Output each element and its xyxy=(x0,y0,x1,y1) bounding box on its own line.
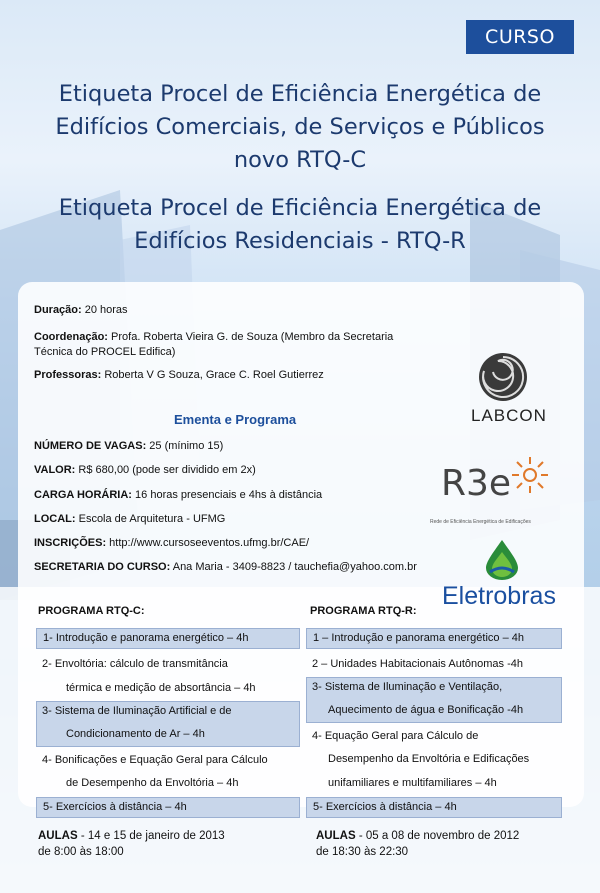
r3e-subtitle: Rede de Eficiência Energética de Edificações xyxy=(430,519,531,525)
inscricoes-link[interactable]: http://www.cursoseeventos.ufmg.br/CAE/ xyxy=(106,537,310,549)
aulas-label: AULAS xyxy=(38,830,78,842)
rtqc-item-2b: térmica e medição de absortância – 4h xyxy=(66,682,256,694)
rtqr-aulas xyxy=(316,828,519,860)
duracao xyxy=(34,303,128,318)
eletrobras-drop-icon xyxy=(482,538,522,580)
labcon-logo-text: LABCON xyxy=(471,406,547,425)
rtqr-item-4c: unifamiliares e multifamiliares – 4h xyxy=(328,777,497,789)
carga xyxy=(34,488,322,503)
valor xyxy=(34,463,256,478)
aulas-times: de 18:30 às 22:30 xyxy=(316,846,409,858)
aulas-label: AULAS xyxy=(316,830,356,842)
aulas-dates: - 05 a 08 de novembro de 2012 xyxy=(355,830,520,842)
professoras-label: Professoras: xyxy=(34,369,102,381)
rtqr-item-4: 4- Equação Geral para Cálculo de xyxy=(312,730,479,742)
inscricoes xyxy=(34,536,309,551)
secretaria-value: Ana Maria - 3409-8823 / tauchefia@yahoo.com.br xyxy=(170,561,417,573)
rtqc-item-3b: Condicionamento de Ar – 4h xyxy=(66,728,205,740)
duracao-label: Duração: xyxy=(34,304,82,316)
rtqc-title: PROGRAMA RTQ-C: xyxy=(38,605,145,617)
carga-value: 16 horas presenciais e 4hs à distância xyxy=(131,489,323,501)
vagas-value: 25 (mínimo 15) xyxy=(146,440,224,452)
title-rtqr xyxy=(20,192,580,258)
sun-icon xyxy=(510,455,550,495)
rtqc-aulas xyxy=(38,828,225,860)
labcon-shell-icon xyxy=(476,350,530,404)
title-line: novo RTQ-C xyxy=(233,147,367,173)
rtqc-item-5: 5- Exercícios à distância – 4h xyxy=(36,797,300,818)
title-rtqc xyxy=(20,78,580,177)
rtqr-title: PROGRAMA RTQ-R: xyxy=(310,605,417,617)
professoras xyxy=(34,368,324,383)
duracao-value: 20 horas xyxy=(81,304,128,316)
rtqr-item-5: 5- Exercícios à distância – 4h xyxy=(306,797,562,818)
title-line: Edifícios Comerciais, de Serviços e Públicos xyxy=(55,114,545,140)
coordenacao-value-2: Técnica do PROCEL Edifica) xyxy=(34,346,176,358)
local xyxy=(34,512,225,527)
rtqr-item-4b: Desempenho da Envoltória e Edificações xyxy=(328,753,530,765)
inscricoes-label: INSCRIÇÕES: xyxy=(34,537,107,549)
title-line: Etiqueta Procel de Eficiência Energética de xyxy=(58,81,542,107)
rtqc-item-2: 2- Envoltória: cálculo de transmitância xyxy=(42,658,228,670)
coordenacao-value: Profa. Roberta Vieira G. de Souza (Membro da Secretaria xyxy=(107,331,394,343)
valor-value: R$ 680,00 (pode ser dividido em 2x) xyxy=(75,464,256,476)
rtqr-item-2: 2 – Unidades Habitacionais Autônomas -4h xyxy=(312,658,523,670)
aulas-dates: - 14 e 15 de janeiro de 2013 xyxy=(77,830,225,842)
rtqc-item-4b: de Desempenho da Envoltória – 4h xyxy=(66,777,239,789)
rtqc-item-1: 1- Introdução e panorama energético – 4h xyxy=(36,628,300,649)
valor-label: VALOR: xyxy=(34,464,76,476)
coordenacao-label: Coordenação: xyxy=(34,331,108,343)
rtqr-item-1: 1 – Introdução e panorama energético – 4h xyxy=(306,628,562,649)
title-line: Etiqueta Procel de Eficiência Energética de xyxy=(58,195,542,221)
rtqr-item-3: 3- Sistema de Iluminação e Ventilação, xyxy=(312,681,503,693)
local-label: LOCAL: xyxy=(34,513,76,525)
rtqr-item-3b: Aquecimento de água e Bonificação -4h xyxy=(328,704,524,716)
ementa-heading: Ementa e Programa xyxy=(174,412,297,427)
r3e-logo-text: R3e xyxy=(441,463,512,504)
course-badge: CURSO xyxy=(466,20,574,54)
coordenacao xyxy=(34,330,393,360)
eletrobras-logo-text: Eletrobras xyxy=(442,582,556,610)
rtqc-item-4: 4- Bonificações e Equação Geral para Cálculo xyxy=(42,754,268,766)
local-value: Escola de Arquitetura - UFMG xyxy=(75,513,226,525)
vagas xyxy=(34,439,223,454)
title-line: Edifícios Residenciais - RTQ-R xyxy=(134,228,466,254)
rtqc-item-3: 3- Sistema de Iluminação Artificial e de xyxy=(42,705,232,717)
secretaria xyxy=(34,560,417,575)
carga-label: CARGA HORÁRIA: xyxy=(34,489,132,501)
professoras-value: Roberta V G Souza, Grace C. Roel Gutierrez xyxy=(101,369,324,381)
secretaria-label: SECRETARIA DO CURSO: xyxy=(34,561,171,573)
aulas-times: de 8:00 às 18:00 xyxy=(38,846,124,858)
vagas-label: NÚMERO DE VAGAS: xyxy=(34,440,147,452)
